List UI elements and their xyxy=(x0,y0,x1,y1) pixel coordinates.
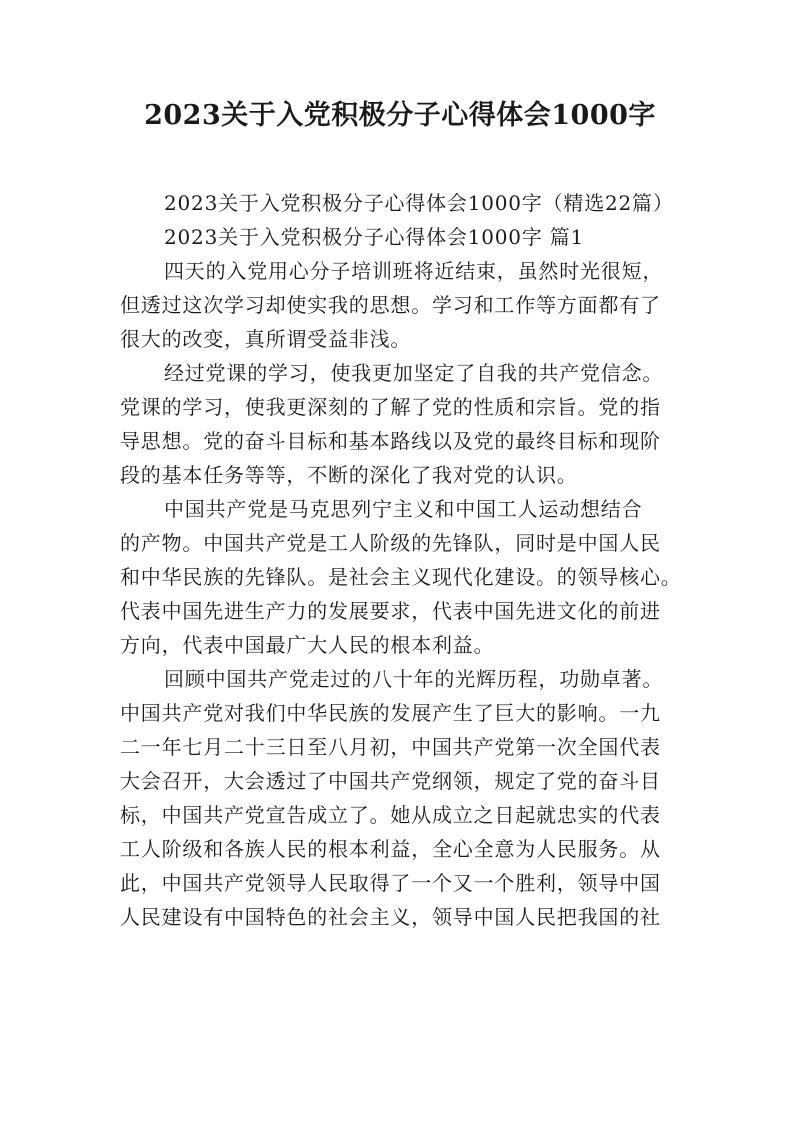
paragraph-line: 二一年七月二十三日至八月初，中国共产党第一次全国代表 xyxy=(120,735,661,759)
paragraph-line: 的产物。中国共产党是工人阶级的先锋队，同时是中国人民 xyxy=(120,531,661,555)
paragraph-line: 大会召开，大会透过了中国共产党纲领，规定了党的奋斗目 xyxy=(120,769,661,793)
paragraph-line: 中国共产党对我们中华民族的发展产生了巨大的影响。一九 xyxy=(120,701,661,725)
paragraph-line: 党课的学习，使我更深刻的了解了党的性质和宗旨。党的指 xyxy=(120,395,661,419)
subtitle-line: 2023关于入党积极分子心得体会1000字（精选22篇） xyxy=(164,191,674,215)
paragraph-line: 经过党课的学习，使我更加坚定了自我的共产党信念。 xyxy=(164,361,664,385)
paragraph-line: 回顾中国共产党走过的八十年的光辉历程，功勋卓著。 xyxy=(164,667,664,691)
paragraph-line: 代表中国先进生产力的发展要求，代表中国先进文化的前进 xyxy=(120,599,661,623)
section-heading: 2023关于入党积极分子心得体会1000字 篇1 xyxy=(164,225,585,249)
paragraph-line: 但透过这次学习却使实我的思想。学习和工作等方面都有了 xyxy=(120,293,661,317)
paragraph-line: 段的基本任务等等，不断的深化了我对党的认识。 xyxy=(120,463,578,487)
paragraph-line: 导思想。党的奋斗目标和基本路线以及党的最终目标和现阶 xyxy=(120,429,661,453)
document-title: 2023关于入党积极分子心得体会1000字 xyxy=(144,100,656,131)
paragraph-line: 很大的改变，真所谓受益非浅。 xyxy=(120,327,412,351)
paragraph-line: 中国共产党是马克思列宁主义和中国工人运动想结合 xyxy=(164,497,643,521)
paragraph-line: 工人阶级和各族人民的根本利益，全心全意为人民服务。从 xyxy=(120,837,661,861)
paragraph-line: 标，中国共产党宣告成立了。她从成立之日起就忠实的代表 xyxy=(120,803,661,827)
paragraph-line: 人民建设有中国特色的社会主义，领导中国人民把我国的社 xyxy=(120,905,661,929)
document-body xyxy=(120,186,696,934)
paragraph-line: 方向，代表中国最广大人民的根本利益。 xyxy=(120,633,495,657)
paragraph-line: 四天的入党用心分子培训班将近结束，虽然时光很短， xyxy=(164,259,664,283)
paragraph-line: 和中华民族的先锋队。是社会主义现代化建设。的领导核心。 xyxy=(120,565,682,589)
paragraph-line: 此，中国共产党领导人民取得了一个又一个胜利，领导中国 xyxy=(120,871,661,895)
